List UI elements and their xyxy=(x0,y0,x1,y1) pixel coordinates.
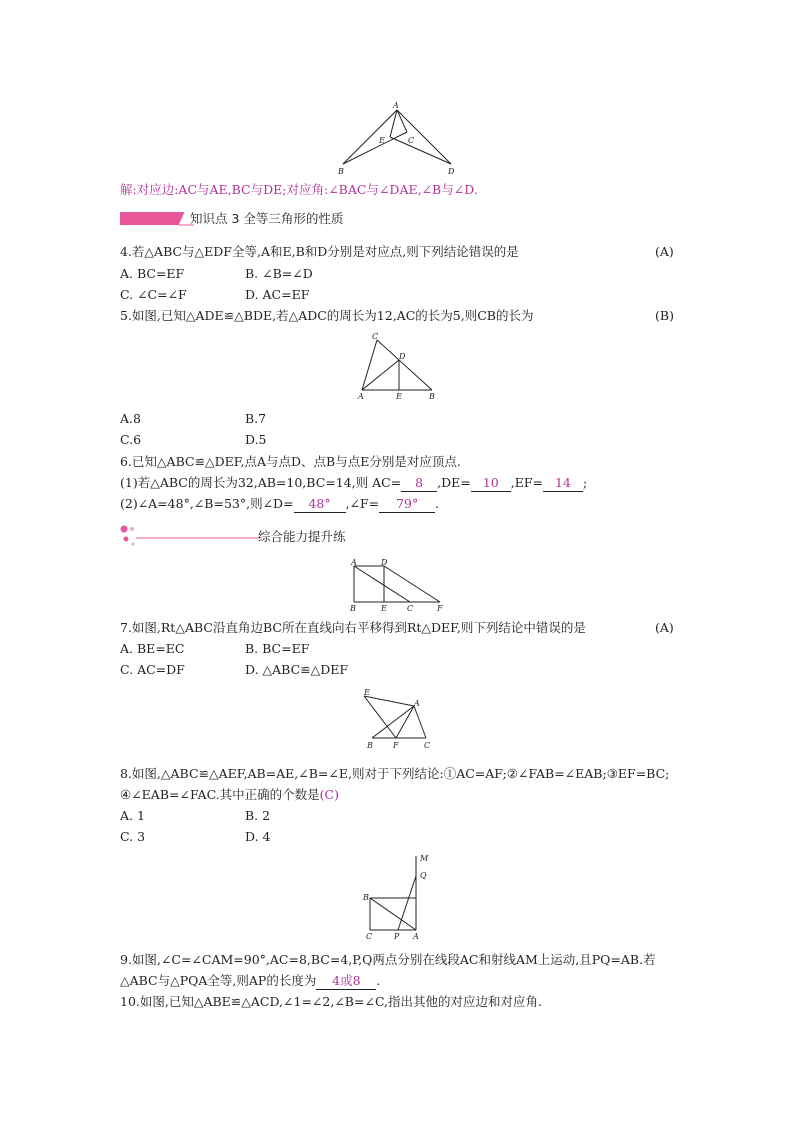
fig8-label-c: C xyxy=(424,741,431,750)
q6-blank-de: 10 xyxy=(471,475,511,492)
q7-option-b: B. BC=EF xyxy=(245,641,310,656)
q5-stem: 5.如图,已知△ADE≌△BDE,若△ADC的周长为12,AC的长为5,则CB的长为 xyxy=(120,308,534,323)
fig1-label-e: E xyxy=(379,136,385,145)
q4-option-a: A. BC=EF xyxy=(120,266,185,281)
fig7-label-a: A xyxy=(351,558,357,567)
q5-option-b: B.7 xyxy=(245,411,267,426)
q6-part2-text-c: . xyxy=(435,496,440,511)
fig9-label-a: A xyxy=(413,932,419,941)
q9-line2 xyxy=(120,973,380,990)
q4-answer: (A) xyxy=(655,244,674,259)
q7-option-c: C. AC=DF xyxy=(120,662,185,677)
q4-option-d: D. AC=EF xyxy=(245,287,310,302)
section-title-3: 知识点 3 全等三角形的性质 xyxy=(190,211,344,226)
q7-option-d: D. △ABC≌△DEF xyxy=(245,662,349,677)
fig9-label-c: C xyxy=(366,932,373,941)
q6-part2 xyxy=(120,496,439,513)
fig8-label-f: F xyxy=(393,741,399,750)
fig5-label-d: D xyxy=(399,352,406,361)
q9-line1: 9.如图,∠C=∠CAM=90°,AC=8,BC=4,P,Q两点分别在线段AC和射线AM上运动,且PQ=AB.若 xyxy=(120,952,656,967)
q8-option-d: D. 4 xyxy=(245,829,271,844)
fig1-label-a: A xyxy=(393,101,399,110)
q6-part2-text-a: (2)∠A=48°,∠B=53°,则∠D= xyxy=(120,496,294,511)
q4-option-b: B. ∠B=∠D xyxy=(245,266,313,281)
fig7-label-e: E xyxy=(381,604,387,612)
q5-answer: (B) xyxy=(655,308,674,323)
figure-q3 xyxy=(335,100,465,180)
q6-part1-text-b: ,DE= xyxy=(437,475,471,490)
q6-blank-ac: 8 xyxy=(401,475,437,492)
fig7-label-d: D xyxy=(381,558,388,567)
q6-blank-angle-f: 79° xyxy=(379,496,435,513)
q4-option-c: C. ∠C=∠F xyxy=(120,287,187,302)
fig5-label-e: E xyxy=(396,392,402,401)
fig8-label-a: A xyxy=(414,699,420,708)
fig7-label-f: F xyxy=(437,604,443,612)
q6-blank-angle-d: 48° xyxy=(294,496,346,513)
q5-option-d: D.5 xyxy=(245,432,267,447)
section-comp-decoration-icon xyxy=(120,524,260,548)
q6-part1-text-a: (1)若△ABC的周长为32,AB=10,BC=14,则 AC= xyxy=(120,475,402,490)
fig8-label-e: E xyxy=(364,688,370,697)
fig9-label-b: B xyxy=(363,893,369,902)
q9-line2-text-a: △ABC与△PQA全等,则AP的长度为 xyxy=(120,973,317,988)
q5-option-a: A.8 xyxy=(120,411,141,426)
q8-option-a: A. 1 xyxy=(120,808,145,823)
fig9-label-q: Q xyxy=(420,871,427,880)
q6-stem: 6.已知△ABC≌△DEF,点A与点D、点B与点E分别是对应顶点. xyxy=(120,454,461,469)
q8-option-b: B. 2 xyxy=(245,808,271,823)
q7-stem: 7.如图,Rt△ABC沿直角边BC所在直线向右平移得到Rt△DEF,则下列结论中错误的是 xyxy=(120,620,586,635)
q6-part1-text-d: ; xyxy=(583,475,588,490)
fig8-label-b: B xyxy=(367,741,373,750)
figure-q8 xyxy=(356,686,436,752)
fig5-label-a: A xyxy=(358,392,364,401)
fig7-label-b: B xyxy=(350,604,356,612)
fig5-label-c: C xyxy=(372,332,379,341)
figure-q5 xyxy=(352,330,442,402)
q10-stem: 10.如图,已知△ABE≌△ACD,∠1=∠2,∠B=∠C,指出其他的对应边和对应角. xyxy=(120,994,543,1009)
q6-part2-text-b: ,∠F= xyxy=(345,496,380,511)
q8-stem-line1: 8.如图,△ABC≌△AEF,AB=AE,∠B=∠E,则对于下列结论:①AC=AF;②∠FAB=∠EAB;③EF=BC; xyxy=(120,766,670,781)
q6-part1 xyxy=(120,475,587,492)
q6-part1-text-c: ,EF= xyxy=(510,475,543,490)
q8-answer: (C) xyxy=(319,787,339,802)
figure-q9 xyxy=(360,850,436,942)
q8-stem-line2-text: ④∠EAB=∠FAC.其中正确的个数是 xyxy=(120,787,320,802)
solution-q3: 解:对应边:AC与AE,BC与DE;对应角:∠BAC与∠DAE,∠B与∠D. xyxy=(120,182,478,197)
q6-blank-ef: 14 xyxy=(543,475,583,492)
fig9-label-p: P xyxy=(394,932,400,941)
fig1-label-c: C xyxy=(408,136,415,145)
section-title-comprehensive: 综合能力提升练 xyxy=(258,529,346,544)
fig1-label-d: D xyxy=(448,167,455,176)
q5-option-c: C.6 xyxy=(120,432,142,447)
q9-line2-text-b: . xyxy=(376,973,381,988)
q4-stem: 4.若△ABC与△EDF全等,A和E,B和D分别是对应点,则下列结论错误的是 xyxy=(120,244,519,259)
q9-blank-ap: 4或8 xyxy=(316,973,376,990)
q7-option-a: A. BE=EC xyxy=(120,641,185,656)
fig5-label-b: B xyxy=(429,392,435,401)
q8-stem-line2 xyxy=(120,787,339,803)
fig7-label-c: C xyxy=(407,604,414,612)
q7-answer: (A) xyxy=(655,620,674,635)
fig9-label-m: M xyxy=(420,854,429,863)
fig1-label-b: B xyxy=(338,167,344,176)
figure-q7 xyxy=(344,556,450,612)
q8-option-c: C. 3 xyxy=(120,829,146,844)
